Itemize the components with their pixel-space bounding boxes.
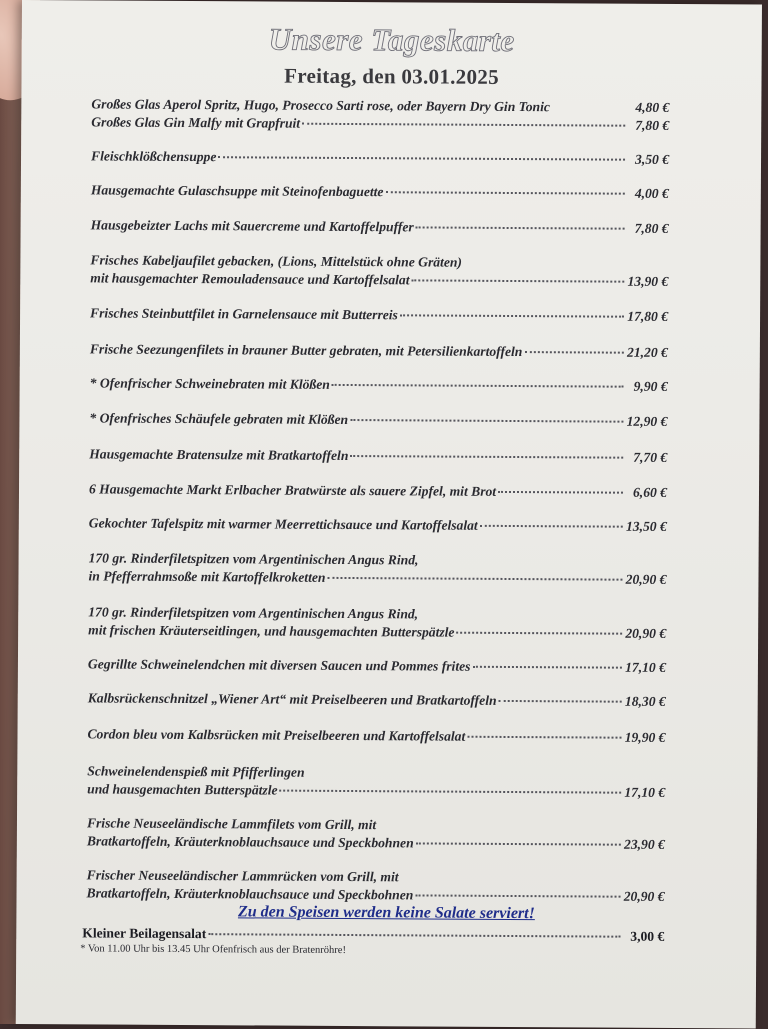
dish-price: 4,00 €: [634, 185, 669, 201]
drink-name: Großes Glas Aperol Spritz, Hugo, Prosecco Sarti rose, oder Bayern Dry Gin Tonic: [91, 96, 550, 115]
leader-dots: [385, 190, 624, 194]
dish-item: [91, 216, 669, 237]
dish-item: [91, 147, 669, 168]
dish-name-cont: Bratkartoffeln, Kräuterknoblauchsauce und Speckbohnen: [86, 832, 414, 850]
dish-item: [86, 866, 664, 905]
dish-item: [88, 549, 666, 588]
dish-name: * Ofenfrischer Schweinebraten mit Klößen: [89, 375, 330, 392]
dish-name: Kalbsrückenschnitzel „Wiener Art“ mit Preiselbeeren und Bratkartoffeln: [87, 690, 497, 708]
leader-dots: [350, 418, 623, 423]
leader-dots: [327, 575, 622, 580]
dish-price: 17,80 €: [627, 308, 669, 324]
side-salad-price: 3,00 €: [630, 928, 665, 944]
dish-item: [88, 655, 666, 676]
dish-item: [89, 514, 667, 535]
dish-name: Gekochter Tafelspitz mit warmer Meerrettichsauce und Kartoffelsalat: [88, 515, 478, 533]
leader-dots: [400, 313, 624, 317]
dish-name-cont: Bratkartoffeln, Kräuterknoblauchsauce und Speckbohnen: [86, 884, 414, 902]
no-salad-notice: Zu den Speisen werden keine Salate serviert!: [237, 903, 535, 923]
dish-price: 18,30 €: [624, 693, 666, 709]
dish-name: Frisches Steinbuttfilet in Garnelensauce mit Butterreis: [90, 305, 398, 323]
dish-item: [87, 814, 665, 853]
dish-price: 20,90 €: [625, 571, 667, 587]
dish-price: 12,90 €: [626, 413, 668, 429]
side-salad-item: [82, 925, 664, 945]
dish-price: 20,90 €: [625, 625, 667, 641]
leader-dots: [208, 932, 620, 938]
dish-name: Frische Seezungenfilets in brauner Butter gebraten, mit Petersilienkartoffeln: [89, 341, 523, 360]
dish-name-cont: mit frischen Kräuterseitlingen, und hausgemachten Butterspätzle: [88, 621, 455, 640]
dish-name: Schweinelendenspieß mit Pfifferlingen: [87, 763, 305, 780]
dish-item: [88, 603, 666, 642]
dish-item: [90, 304, 668, 325]
dish-name: * Ofenfrisches Schäufele gebraten mit Klößen: [89, 410, 349, 427]
menu-card: [16, 0, 762, 1029]
dish-price: 17,10 €: [625, 659, 666, 675]
leader-dots: [416, 841, 621, 845]
dish-item: [87, 762, 665, 801]
leader-dots: [524, 350, 623, 354]
dish-price: 9,90 €: [633, 378, 668, 394]
dish-price: 23,90 €: [624, 836, 665, 852]
dish-price: 7,70 €: [633, 449, 668, 465]
leader-dots: [332, 383, 624, 388]
drink-price: 7,80 €: [635, 117, 670, 133]
dish-name: Frische Neuseeländische Lammfilets vom Grill, mit: [86, 815, 377, 833]
dish-price: 21,20 €: [627, 344, 668, 360]
dish-item: [91, 181, 669, 202]
dish-price: 17,10 €: [624, 784, 666, 800]
dish-price: 13,50 €: [625, 518, 667, 534]
dish-item: [90, 251, 668, 290]
menu-title: Unsere Tageskarte: [268, 21, 515, 59]
dish-price: 7,80 €: [634, 220, 669, 236]
leader-dots: [467, 735, 621, 739]
leader-dots: [499, 699, 622, 703]
dish-name: Fleischklößchensuppe: [91, 148, 217, 165]
leader-dots: [498, 490, 623, 494]
dish-price: 20,90 €: [623, 888, 665, 904]
dish-name: Cordon bleu vom Kalbsrücken mit Preiselbeeren und Kartoffelsalat: [87, 726, 466, 744]
dish-item: [89, 409, 667, 430]
dish-name: Hausgemachte Gulaschsuppe mit Steinofenbaguette: [90, 182, 384, 200]
dish-price: 6,60 €: [632, 484, 668, 500]
dish-name: 170 gr. Rinderfiletspitzen vom Argentinischen Angus Rind,: [88, 550, 419, 568]
menu-date: Freitag, den 03.01.2025: [284, 63, 499, 89]
leader-dots: [416, 225, 625, 229]
leader-dots: [456, 630, 622, 634]
dish-item: [89, 445, 667, 466]
dish-item: [88, 689, 666, 710]
dish-name: Hausgebeizter Lachs mit Sauercreme und Kartoffelpuffer: [90, 217, 414, 235]
leader-dots: [415, 893, 620, 897]
leader-dots: [472, 665, 621, 669]
leader-dots: [302, 121, 625, 126]
drink-price: 4,80 €: [635, 99, 670, 115]
dish-item: [90, 374, 668, 395]
footnote: * Von 11.00 Uhr bis 13.45 Uhr Ofenfrisch aus der Bratenröhre!: [80, 943, 346, 956]
dish-name: Frischer Neuseeländischer Lammrücken vom Grill, mit: [86, 867, 399, 885]
dish-price: 19,90 €: [624, 729, 666, 745]
dish-name-cont: mit hausgemachter Remouladensauce und Kartoffelsalat: [90, 269, 410, 287]
side-salad-name: Kleiner Beilagensalat: [82, 925, 207, 942]
leader-dots: [480, 524, 623, 528]
dish-item: [90, 340, 668, 361]
dish-name-cont: und hausgemachten Butterspätzle: [87, 780, 278, 798]
dish-item: [89, 480, 667, 501]
dish-name: 170 gr. Rinderfiletspitzen vom Argentinischen Angus Rind,: [88, 604, 419, 622]
leader-dots: [218, 155, 625, 160]
dish-price: 3,50 €: [635, 151, 670, 167]
dish-price: 13,90 €: [627, 273, 669, 289]
dish-name: Frisches Kabeljaufilet gebacken, (Lions, Mittelstück ohne Gräten): [90, 252, 463, 270]
dish-name-cont: in Pfefferrahmsoße mit Kartoffelkroketten: [88, 567, 326, 585]
dish-name: 6 Hausgemachte Markt Erlbacher Bratwürste als sauere Zipfel, mit Brot: [88, 481, 497, 499]
dish-name: Hausgemachte Bratensulze mit Bratkartoffeln: [89, 446, 349, 464]
dish-name: Gegrillte Schweinelendchen mit diversen Saucen und Pommes frites: [87, 656, 471, 674]
drink-name: Großes Glas Gin Malfy mit Grapfruit: [91, 113, 301, 131]
leader-dots: [412, 278, 625, 282]
drink-line: [91, 113, 669, 134]
leader-dots: [280, 788, 622, 793]
leader-dots: [350, 454, 623, 459]
dish-item: [87, 725, 665, 746]
drinks-block: [91, 95, 669, 134]
